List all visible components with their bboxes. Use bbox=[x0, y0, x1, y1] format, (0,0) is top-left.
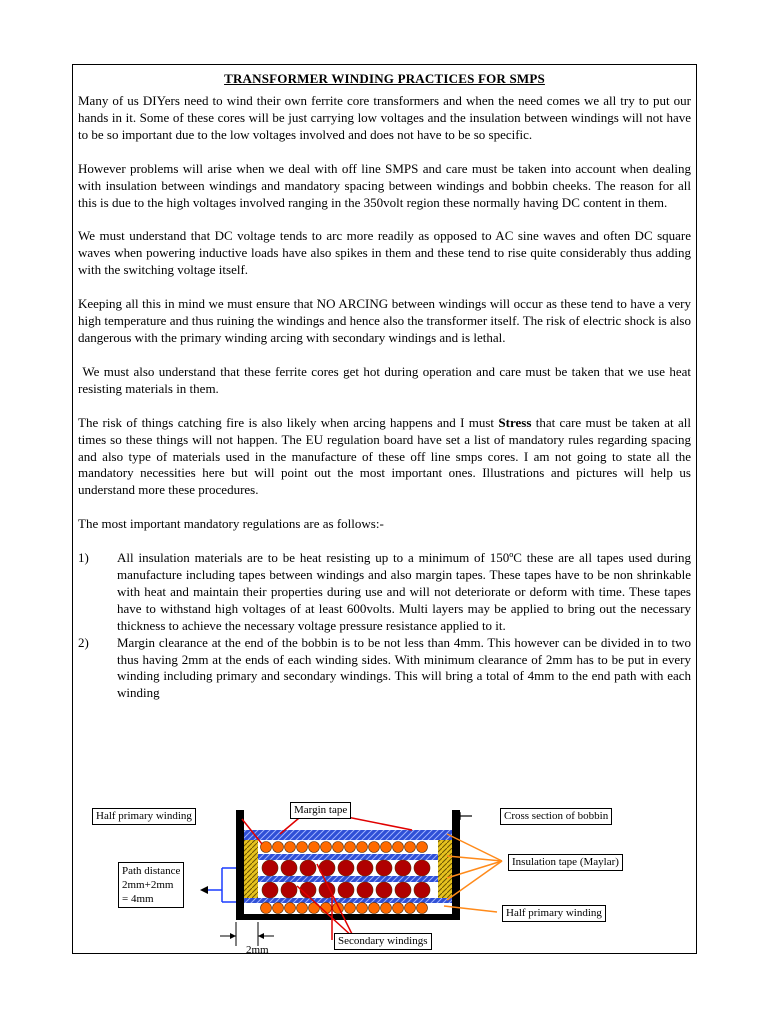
margin-tape-right bbox=[438, 840, 452, 898]
paragraph-1: Many of us DIYers need to wind their own ferrite core transformers and when the need comes we all try to put our hands in it. Some of these cores will be just carrying low voltages and the insulation between windings will not have to be so important due to the low voltages involved and does not have to be so specific. bbox=[78, 93, 691, 142]
secondary-wire bbox=[395, 860, 411, 876]
paragraph-6-start: The risk of things catching fire is also likely when arcing happens and I must bbox=[78, 414, 499, 430]
primary-wire bbox=[381, 842, 392, 853]
primary-wire bbox=[321, 842, 332, 853]
primary-wire bbox=[369, 842, 380, 853]
list-item bbox=[78, 550, 691, 635]
label-2mm: 2mm bbox=[246, 944, 269, 956]
primary-wire bbox=[297, 903, 308, 914]
secondary-wire bbox=[281, 860, 297, 876]
secondary-wire bbox=[262, 882, 278, 898]
primary-wire bbox=[273, 903, 284, 914]
bobbin-right-cheek bbox=[452, 810, 460, 920]
label-half-primary-winding-bottom: Half primary winding bbox=[502, 905, 606, 922]
secondary-wire bbox=[338, 882, 354, 898]
insulation-tape-layer bbox=[244, 830, 452, 840]
primary-wire bbox=[261, 903, 272, 914]
label-path-distance bbox=[118, 862, 184, 908]
primary-wire bbox=[393, 903, 404, 914]
primary-wire bbox=[417, 903, 428, 914]
primary-wire bbox=[285, 903, 296, 914]
label-secondary-windings: Secondary windings bbox=[334, 933, 432, 950]
document-body bbox=[78, 70, 695, 702]
paragraph-7: The most important mandatory regulations are as follows:- bbox=[78, 516, 384, 532]
primary-wire bbox=[285, 842, 296, 853]
paragraph-3: We must understand that DC voltage tends to arc more readily as opposed to AC sine waves and often DC square waves when powering inductive loads have also spikes in them and these tend to rise quite considerably thus adding with the switching voltage itself. bbox=[78, 228, 691, 278]
primary-wire bbox=[333, 903, 344, 914]
primary-wire bbox=[417, 842, 428, 853]
regulations-list bbox=[78, 550, 691, 702]
insulation-tape-layer bbox=[244, 876, 452, 882]
label-half-primary-winding-top: Half primary winding bbox=[92, 808, 196, 825]
primary-wire bbox=[369, 903, 380, 914]
primary-wire bbox=[273, 842, 284, 853]
insulation-tape-layer bbox=[244, 854, 452, 860]
secondary-wire bbox=[281, 882, 297, 898]
bobbin-base bbox=[236, 914, 460, 920]
bobbin-cross-section-diagram bbox=[92, 798, 652, 958]
primary-wire bbox=[357, 903, 368, 914]
margin-tape-left bbox=[244, 840, 258, 898]
secondary-wire bbox=[376, 882, 392, 898]
primary-wire bbox=[309, 842, 320, 853]
secondary-wire bbox=[357, 860, 373, 876]
secondary-wire bbox=[300, 860, 316, 876]
document-title: TRANSFORMER WINDING PRACTICES FOR SMPS bbox=[224, 71, 545, 86]
half-primary-winding-bottom bbox=[261, 903, 428, 914]
secondary-wire bbox=[376, 860, 392, 876]
list-text: All insulation materials are to be heat resisting up to a minimum of 150ºC these are all tapes used during manufacture including tapes between windings and also margin tapes. These tapes have to be non shrinkable with heat and maintain their properties during use and will not deteriorate or deform with time. These tapes have to withstand high voltages of at least 600volts. Multi layers may be applied to bring out the necessary thickness to achieve the necessary voltage pressure resistance applied to it. bbox=[117, 550, 691, 633]
secondary-wire bbox=[357, 882, 373, 898]
paragraph-4: Keeping all this in mind we must ensure that NO ARCING between windings will occur as these tend to have a very high temperature and thus ruining the windings and hence also the transformer itself. The risk of electric shock is also dangerous with the primary winding arcing with secondary windings and is lethal. bbox=[78, 296, 691, 345]
path-distance-line-1: Path distance bbox=[122, 865, 181, 877]
secondary-wire bbox=[262, 860, 278, 876]
list-item bbox=[78, 635, 691, 703]
primary-wire bbox=[345, 842, 356, 853]
paragraph-6 bbox=[78, 415, 691, 500]
primary-wire bbox=[381, 903, 392, 914]
primary-wire bbox=[405, 903, 416, 914]
primary-wire bbox=[393, 842, 404, 853]
paragraph-2: However problems will arise when we deal with off line SMPS and care must be taken into account when dealing with insulation between windings and mandatory spacing between windings and bobbin cheeks. The reason for all this is due to the high voltages involved ranging in the 350volt region these normally having DC content in them. bbox=[78, 160, 691, 210]
secondary-wire bbox=[338, 860, 354, 876]
primary-wire bbox=[405, 842, 416, 853]
primary-wire bbox=[297, 842, 308, 853]
path-distance-line-2: 2mm+2mm bbox=[122, 879, 174, 891]
half-primary-winding-top bbox=[261, 842, 428, 853]
primary-wire bbox=[333, 842, 344, 853]
stress-emphasis: Stress bbox=[498, 414, 532, 430]
label-insulation-tape: Insulation tape (Maylar) bbox=[508, 854, 623, 871]
paragraph-5: We must also understand that these ferrite cores get hot during operation and care must be taken that we use heat resisting materials in them. bbox=[78, 363, 695, 396]
list-number: 1) bbox=[78, 550, 89, 566]
list-text: Margin clearance at the end of the bobbin is to be not less than 4mm. This however can be divided in to two thus having 2mm at the ends of each winding sides. With minimum clearance of 2mm has to be put in every winding including primary and secondary windings. This will bring a total of 4mm to the end path with each winding bbox=[117, 634, 691, 701]
list-number: 2) bbox=[78, 634, 89, 650]
paragraph-6-end: that care must be taken at all times so these things will not happen. The EU regulation board have set a list of mandatory rules regarding spacing and also type of materials used in the manufacture of these off line smps cores. I am not going to state all the mandatory necessities here but will point out the most important ones. Illustrations and pictures will help us understand more these procedures. bbox=[78, 414, 691, 498]
secondary-wire bbox=[414, 882, 430, 898]
secondary-wire bbox=[414, 860, 430, 876]
label-margin-tape: Margin tape bbox=[290, 802, 351, 819]
primary-wire bbox=[345, 903, 356, 914]
primary-wire bbox=[357, 842, 368, 853]
path-distance-line-3: = 4mm bbox=[122, 893, 154, 905]
bobbin-left-cheek bbox=[236, 810, 244, 920]
secondary-wire bbox=[395, 882, 411, 898]
insulation-tape-layer bbox=[244, 898, 452, 903]
label-cross-section-of-bobbin: Cross section of bobbin bbox=[500, 808, 612, 825]
